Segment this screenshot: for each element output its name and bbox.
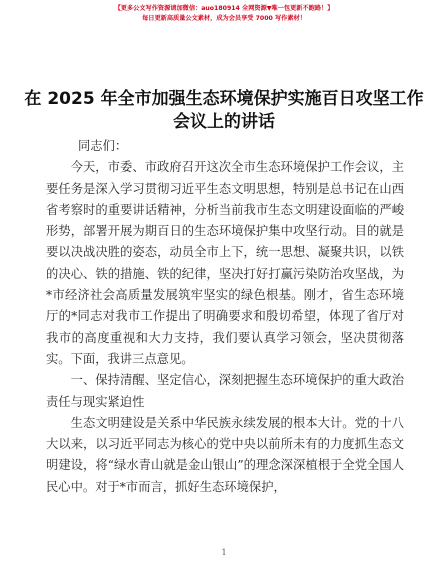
promo-banner-line-2: 每日更新高质量公文素材，成为会员享受 7000 写作素材！ [142, 15, 306, 22]
promo-banner-line-1: 【更多公文写作资源请加微信：auo180914 全网资源▼唯一包更新不跑路！】 [114, 5, 334, 12]
document-title: 在 2025 年全市加强生态环境保护实施百日攻坚工作会议上的讲话 [24, 89, 424, 132]
document-body [46, 136, 404, 498]
section-heading-1: 一、保持清醒、坚定信心，深刻把握生态环境保护的重大政治责任与现实紧迫性 [46, 373, 404, 409]
page-number: 1 [221, 548, 227, 557]
promo-banner [0, 4, 448, 24]
greeting: 同志们： [78, 139, 128, 153]
paragraph-1: 今天，市委、市政府召开这次全市生态环境保护工作会议，主要任务是深入学习贯彻习近平生态文明思想，特别是总书记在山西省考察时的重要讲话精神，分析当前我市生态文明建设面临的严峻形势，部署开展为期百日的生态环境保护集中攻坚行动。目的就是要以决战决胜的姿态，动员全市上下，统一思想、凝聚共识，以铁的决心、铁的措施、铁的纪律，坚决打好打赢污染防治攻坚战，为*市经济社会高质量发展筑牢坚实的绿色根基。刚才，省生态环境厅的*同志对我市工作提出了明确要求和殷切希望，体现了省厅对我市的高度重视和大力支持，我们要认真学习领会，坚决贯彻落实。下面，我讲三点意见。 [46, 160, 404, 366]
paragraph-2: 生态文明建设是关系中华民族永续发展的根本大计。党的十八大以来，以习近平同志为核心的党中央以前所未有的力度抓生态文明建设，将“绿水青山就是金山银山”的理念深深植根于全党全国人民心中。对于*市而言，抓好生态环境保护， [46, 415, 404, 494]
